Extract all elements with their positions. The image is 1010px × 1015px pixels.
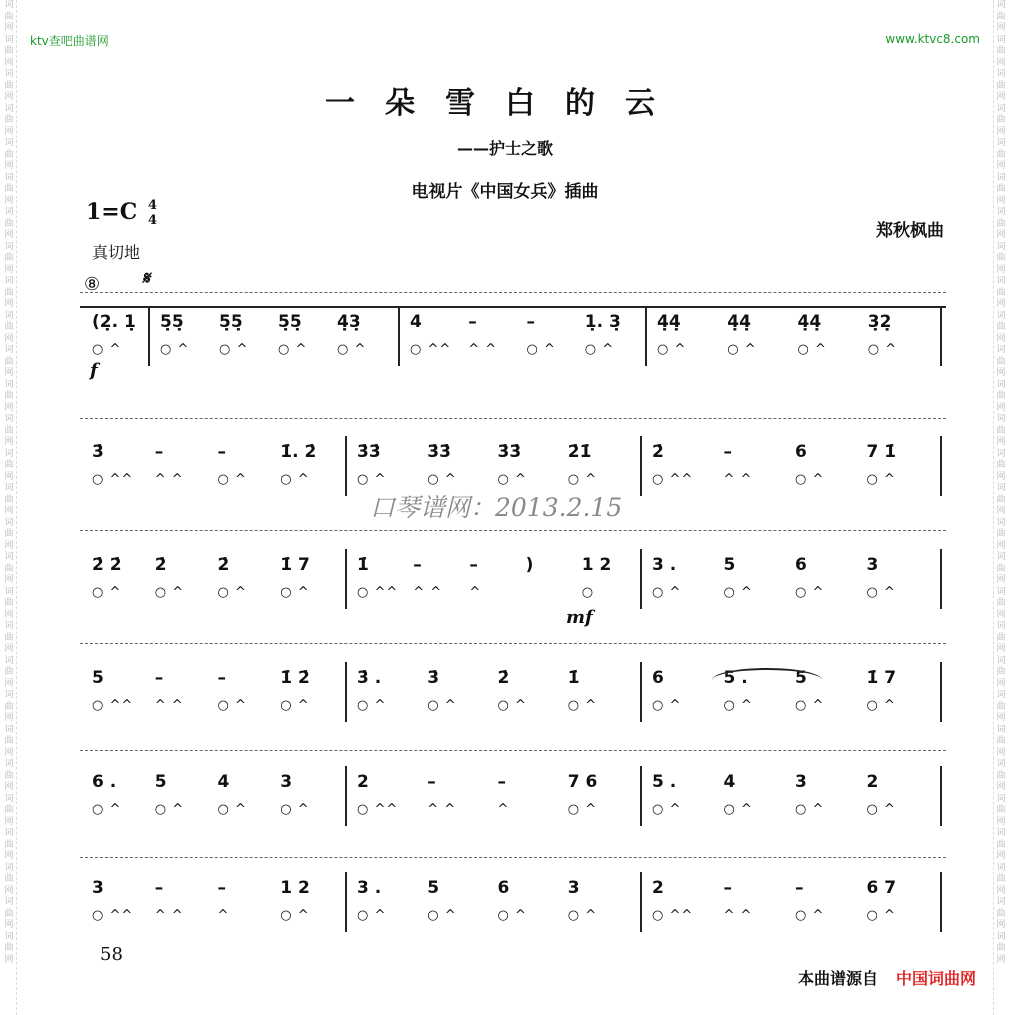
- barline: [640, 436, 642, 496]
- melody-note: 6: [795, 555, 807, 575]
- melody-note: 5: [795, 668, 807, 688]
- accompaniment-pattern: ○ ^: [280, 698, 310, 713]
- accompaniment-pattern: ○ ^: [866, 802, 896, 817]
- melody-note: 2̇: [154, 555, 167, 575]
- melody-note: 4̣4̣: [657, 312, 681, 332]
- accompaniment-pattern: ○ ^^: [652, 472, 694, 487]
- accompaniment-pattern: ○ ^^: [357, 585, 399, 600]
- rehearsal-mark: ⑧: [84, 274, 101, 295]
- accompaniment-pattern: ○ ^: [584, 342, 615, 357]
- melody-note: 4̣4̣: [727, 312, 751, 332]
- melody-note: 3: [567, 878, 580, 898]
- melody-note: 3̇ .: [357, 668, 382, 688]
- melody-note: 4: [723, 772, 736, 792]
- accompaniment-pattern: ○ ^: [797, 342, 827, 357]
- accompaniment-pattern: ○ ^: [280, 585, 310, 600]
- barline: [640, 662, 642, 722]
- accompaniment-pattern: ^ ^: [154, 908, 184, 923]
- melody-note: 2: [866, 772, 879, 792]
- melody-note: 1̣. 3̣: [584, 312, 621, 332]
- dynamic-forte: f: [90, 360, 98, 381]
- melody-note: –: [468, 312, 477, 332]
- barline: [640, 872, 642, 932]
- melody-note: 2: [652, 878, 664, 898]
- song-title: 一朵雪白的云: [325, 86, 685, 121]
- melody-note: 2: [357, 772, 369, 792]
- barline: [345, 549, 347, 609]
- accompaniment-pattern: ^: [217, 908, 230, 923]
- accompaniment-pattern: ○ ^: [357, 472, 387, 487]
- watermark-left: ktv查吧曲谱网: [30, 34, 109, 48]
- melody-note: 3̇: [427, 668, 440, 688]
- accompaniment-pattern: ○ ^: [567, 908, 598, 923]
- accompaniment-pattern: ○ ^: [280, 802, 310, 817]
- barline: [345, 662, 347, 722]
- accompaniment-pattern: ○ ^: [280, 472, 310, 487]
- accompaniment-pattern: ^: [469, 585, 482, 600]
- accompaniment-pattern: ○ ^: [154, 585, 185, 600]
- melody-note: 2̇1̇: [567, 442, 592, 462]
- accompaniment-pattern: ○ ^: [154, 802, 185, 817]
- watermark-right: www.ktvc8.com: [885, 32, 980, 46]
- barline: [345, 872, 347, 932]
- accompaniment-pattern: ^ ^: [427, 802, 457, 817]
- accompaniment-pattern: ○ ^: [337, 342, 367, 357]
- accompaniment-pattern: ○ ^: [723, 802, 753, 817]
- melody-note: 6 7: [866, 878, 897, 898]
- staff-separator: [80, 418, 946, 419]
- accompaniment-pattern: ○ ^: [866, 908, 896, 923]
- melody-note: 3: [92, 878, 104, 898]
- accompaniment-pattern: ○ ^: [652, 698, 682, 713]
- accompaniment-pattern: ○ ^: [657, 342, 687, 357]
- melody-note: 3̇3̇: [497, 442, 522, 462]
- accompaniment-pattern: ^ ^: [413, 585, 443, 600]
- accompaniment-pattern: ○ ^: [160, 342, 190, 357]
- accompaniment-pattern: ○ ^: [92, 585, 122, 600]
- melody-note: 3̇3̇: [357, 442, 381, 462]
- accompaniment-pattern: ○ ^: [497, 698, 527, 713]
- melody-note: –: [526, 312, 535, 332]
- barline-end: [940, 306, 942, 366]
- melody-note: 5: [723, 555, 736, 575]
- melody-note: 4: [410, 312, 422, 332]
- accompaniment-pattern: ○ ^^: [652, 908, 694, 923]
- melody-note: 5: [92, 668, 104, 688]
- accompaniment-pattern: ○ ^: [727, 342, 757, 357]
- barline-end: [940, 549, 942, 609]
- key-label: 1=C: [86, 199, 138, 225]
- source-credit: [798, 966, 976, 989]
- melody-note: 6 .: [92, 772, 117, 792]
- melody-note: 1 2: [280, 878, 310, 898]
- accompaniment-pattern: ○ ^: [795, 472, 825, 487]
- melody-note: 5: [154, 772, 167, 792]
- page-number: 58: [100, 944, 123, 965]
- melody-note: 3̣2̣: [867, 312, 892, 332]
- melody-note: 6: [497, 878, 510, 898]
- accompaniment-pattern: ^ ^: [154, 698, 184, 713]
- accompaniment-pattern: ○ ^: [795, 802, 825, 817]
- accompaniment-pattern: ○ ^: [723, 585, 753, 600]
- accompaniment-pattern: ^ ^: [723, 908, 753, 923]
- barline-end: [940, 662, 942, 722]
- accompaniment-pattern: ○ ^: [567, 802, 598, 817]
- tempo-marking: 真切地: [92, 243, 141, 262]
- melody-note: 6: [795, 442, 807, 462]
- melody-note: 1̇. 2̇: [280, 442, 317, 462]
- accompaniment-pattern: ○ ^: [217, 802, 247, 817]
- melody-note: 5 .: [652, 772, 677, 792]
- melody-note: –: [217, 442, 226, 462]
- accompaniment-pattern: ○ ^: [867, 342, 898, 357]
- key-signature: [86, 198, 157, 228]
- melody-note: 5: [427, 878, 440, 898]
- melody-note: 1̇: [567, 668, 580, 688]
- melody-note: –: [497, 772, 506, 792]
- accompaniment-pattern: ○ ^: [497, 472, 527, 487]
- song-subtitle: ——护士之歌: [456, 139, 553, 158]
- accompaniment-pattern: ○ ^^: [92, 908, 134, 923]
- accompaniment-pattern: ○ ^: [795, 908, 825, 923]
- accompaniment-pattern: ○: [581, 585, 595, 600]
- melody-note: 3̇: [92, 442, 104, 462]
- accompaniment-pattern: ○ ^: [357, 908, 387, 923]
- melody-note: –: [154, 442, 164, 462]
- accompaniment-pattern: ○ ^: [92, 802, 122, 817]
- accompaniment-pattern: ○ ^: [526, 342, 556, 357]
- accompaniment-pattern: ○ ^: [217, 698, 247, 713]
- barline: [345, 766, 347, 826]
- accompaniment-pattern: ^ ^: [468, 342, 498, 357]
- melody-note: –: [723, 442, 732, 462]
- staff-separator: [80, 857, 946, 858]
- composer: 郑秋枫曲: [876, 221, 944, 241]
- melody-note: –: [154, 878, 164, 898]
- time-signature: [148, 198, 157, 228]
- accompaniment-pattern: ^: [497, 802, 510, 817]
- time-signature-top: 4: [147, 198, 157, 213]
- barline: [148, 306, 150, 366]
- staff-separator: [80, 530, 946, 531]
- side-watermark-left: 词曲网词曲网词曲网词曲网词曲网词曲网词曲网词曲网词曲网词曲网词曲网词曲网词曲网词曲网词曲网词曲网词曲网词曲网词曲网词曲网词曲网词曲网词曲网词曲网词曲网词曲网词曲网词曲网: [2, 0, 17, 1015]
- melody-note: 3: [280, 772, 293, 792]
- melody-note: 5̣5̣: [278, 312, 302, 332]
- melody-note: (2̣. 1̣: [92, 312, 136, 332]
- melody-note: 2̇: [217, 555, 230, 575]
- accompaniment-pattern: ○ ^: [357, 698, 387, 713]
- accompaniment-pattern: ○ ^: [795, 585, 825, 600]
- melody-note: 4: [217, 772, 230, 792]
- barline: [398, 306, 400, 366]
- date-stamp: 口琴谱网：2013.2.15: [370, 493, 623, 522]
- accompaniment-pattern: ○ ^: [92, 342, 122, 357]
- accompaniment-pattern: ○ ^: [278, 342, 308, 357]
- melody-note: 4̣4̣: [797, 312, 822, 332]
- melody-note: –: [469, 555, 478, 575]
- melody-note: 6: [652, 668, 664, 688]
- melody-note: 1̇ 7: [866, 668, 897, 688]
- barline: [345, 436, 347, 496]
- melody-note: 2̇: [497, 668, 510, 688]
- source-site: 中国词曲网: [895, 969, 976, 988]
- accompaniment-pattern: ○ ^: [866, 585, 896, 600]
- barline-end: [940, 436, 942, 496]
- melody-note: 1̇: [357, 555, 369, 575]
- barline: [640, 549, 642, 609]
- barline-end: [940, 766, 942, 826]
- accompaniment-pattern: ○ ^: [217, 472, 247, 487]
- melody-note: 5 .: [723, 668, 748, 688]
- melody-note: –: [154, 668, 164, 688]
- accompaniment-pattern: ○ ^: [497, 908, 527, 923]
- barline-end: [940, 872, 942, 932]
- melody-note: 3 .: [652, 555, 677, 575]
- melody-note: –: [427, 772, 436, 792]
- accompaniment-pattern: ○ ^: [723, 698, 753, 713]
- melody-note: –: [795, 878, 804, 898]
- melody-note: 7 6: [567, 772, 598, 792]
- staff-top-rule: [80, 306, 946, 308]
- accompaniment-pattern: ○ ^: [217, 585, 247, 600]
- melody-note: –: [217, 878, 226, 898]
- staff-separator: [80, 292, 946, 293]
- melody-note: 1 2: [581, 555, 612, 575]
- side-watermark-right: 词曲网词曲网词曲网词曲网词曲网词曲网词曲网词曲网词曲网词曲网词曲网词曲网词曲网词曲网词曲网词曲网词曲网词曲网词曲网词曲网词曲网词曲网词曲网词曲网词曲网词曲网词曲网词曲网: [993, 0, 1008, 1015]
- accompaniment-pattern: ○ ^: [567, 698, 598, 713]
- melody-note: –: [217, 668, 226, 688]
- accompaniment-pattern: ○ ^^: [92, 472, 134, 487]
- accompaniment-pattern: ○ ^: [866, 698, 896, 713]
- song-source-note: 电视片《中国女兵》插曲: [411, 182, 599, 202]
- accompaniment-pattern: ○ ^: [427, 472, 457, 487]
- source-label: 本曲谱源自: [797, 969, 878, 988]
- accompaniment-pattern: ○ ^: [652, 585, 682, 600]
- melody-note: 5̣5̣: [219, 312, 243, 332]
- melody-note: 3 .: [357, 878, 382, 898]
- melody-note: 4̣3̣: [337, 312, 361, 332]
- accompaniment-pattern: ○ ^: [219, 342, 249, 357]
- accompaniment-pattern: ^ ^: [154, 472, 184, 487]
- segno-icon: 𝄋: [142, 268, 150, 289]
- accompaniment-pattern: ○ ^^: [92, 698, 134, 713]
- accompaniment-pattern: ○ ^: [652, 802, 682, 817]
- accompaniment-pattern: ○ ^: [795, 698, 825, 713]
- staff-separator: [80, 643, 946, 644]
- melody-note: 2̇ 2̇: [92, 555, 122, 575]
- melody-note: ): [525, 555, 534, 575]
- melody-note: 3: [795, 772, 807, 792]
- accompaniment-pattern: ○ ^: [427, 908, 457, 923]
- melody-note: –: [723, 878, 732, 898]
- melody-note: 7 1̇: [866, 442, 897, 462]
- staff-separator: [80, 750, 946, 751]
- accompaniment-pattern: ^ ^: [723, 472, 753, 487]
- barline: [640, 766, 642, 826]
- barline: [645, 306, 647, 366]
- accompaniment-pattern: ○ ^: [280, 908, 310, 923]
- melody-note: 2̇: [652, 442, 664, 462]
- accompaniment-pattern: ○ ^^: [357, 802, 399, 817]
- melody-note: 5̣5̣: [160, 312, 184, 332]
- accompaniment-pattern: ○ ^^: [410, 342, 452, 357]
- melody-note: 3̇3̇: [427, 442, 451, 462]
- accompaniment-pattern: ○ ^: [427, 698, 457, 713]
- time-signature-bottom: 4: [147, 213, 157, 228]
- accompaniment-pattern: ○ ^: [567, 472, 598, 487]
- accompaniment-pattern: ○ ^: [866, 472, 896, 487]
- melody-note: 3: [866, 555, 879, 575]
- dynamic-mezzo-forte: mf: [566, 607, 593, 628]
- melody-note: –: [413, 555, 422, 575]
- melody-note: 1̇ 7: [280, 555, 310, 575]
- melody-note: 1̇ 2̇: [280, 668, 310, 688]
